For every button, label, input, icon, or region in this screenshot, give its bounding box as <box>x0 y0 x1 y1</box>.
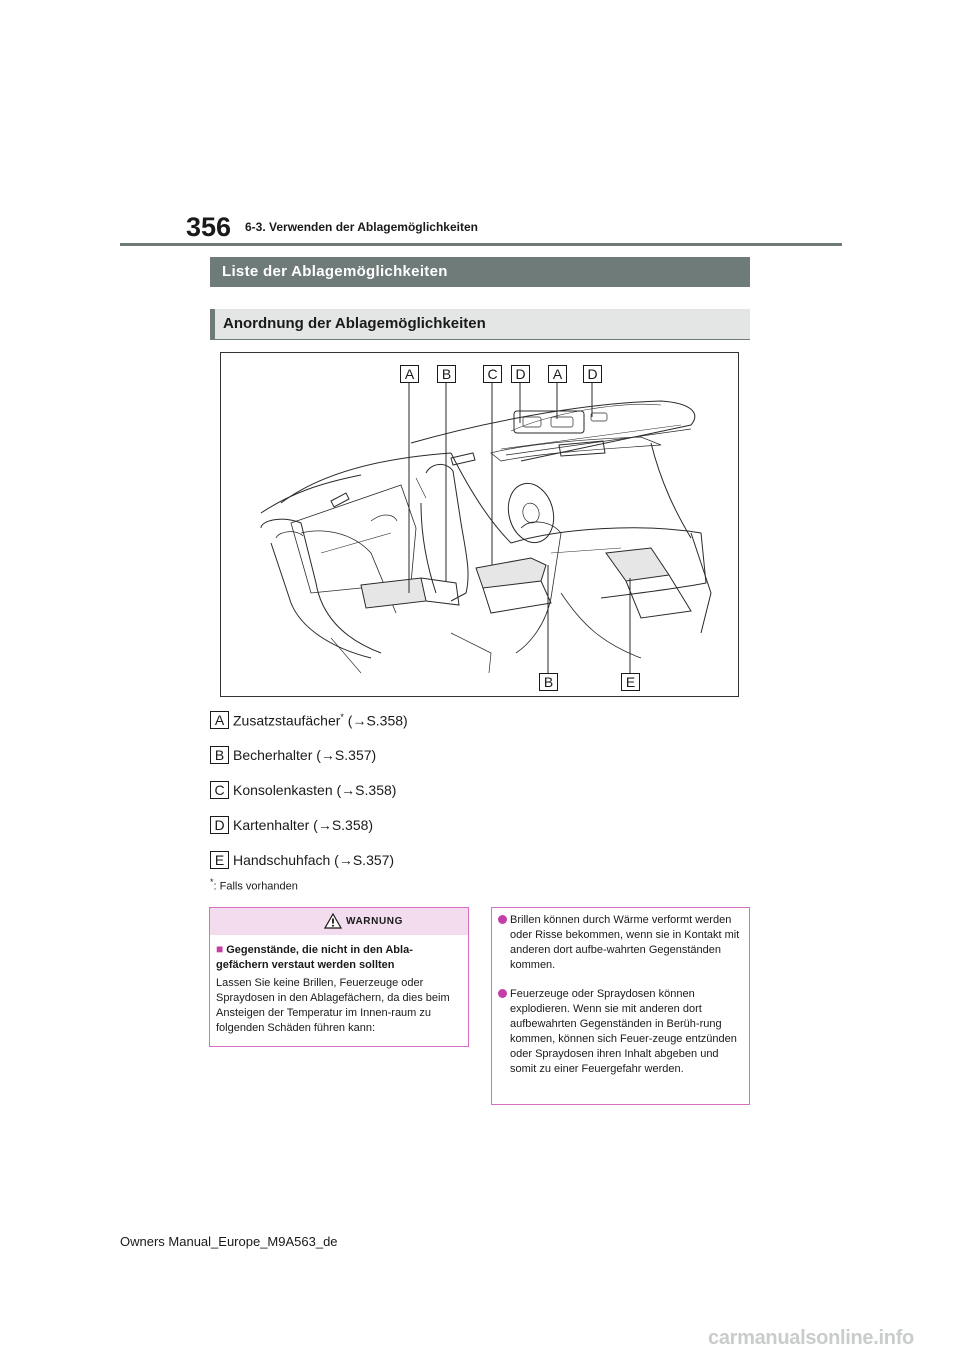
figure-label-d-2: D <box>583 365 602 383</box>
figure-label-b-2: B <box>539 673 558 691</box>
legend-mark-a: * <box>340 712 344 722</box>
warning-item-glasses <box>496 913 742 973</box>
warning-triangle-icon <box>324 913 342 929</box>
square-bullet-icon: ■ <box>216 942 224 956</box>
legend-text-c: Konsolenkasten (→S.358) <box>233 782 397 798</box>
figure-label-e: E <box>621 673 640 691</box>
watermark: carmanualsonline.info <box>708 1327 914 1349</box>
round-bullet-icon <box>498 989 507 998</box>
legend-text-e: Handschuhfach (→S.357) <box>233 852 395 868</box>
figure-label-a-2: A <box>548 365 567 383</box>
warning-bullet-title <box>216 942 460 973</box>
warning-continuation-box <box>491 907 750 1105</box>
legend-key-b: B <box>210 746 229 764</box>
footnote-text: : Falls vorhanden <box>213 880 298 893</box>
interior-storage-figure <box>220 352 739 697</box>
warning-item-glasses-text: Brillen können durch Wärme verformt werden oder Risse bekommen, wenn sie in Kontakt mit anderen dort aufbe-wahrten Gegenständen kommen. <box>510 914 740 971</box>
warning-bullet-title-text: Gegenstände, die nicht in den Abla-gefächern verstaut werden sollten <box>216 944 413 971</box>
legend-text-d: Kartenhalter (→S.358) <box>233 817 374 833</box>
legend-key-c: C <box>210 781 229 799</box>
figure-label-c: C <box>483 365 502 383</box>
section-title: Liste der Ablagemöglichkeiten <box>222 263 448 280</box>
warning-body: Lassen Sie keine Brillen, Feuerzeuge oder Spraydosen in den Ablagefächern, da dies beim Ansteigen der Temperatur im Innen-raum zu folgenden Schäden führen kann: <box>216 977 450 1034</box>
subsection-accent <box>210 309 215 340</box>
warning-box <box>209 907 469 1047</box>
warning-item-lighters <box>496 987 742 1077</box>
legend-key-e: E <box>210 851 229 869</box>
subsection-title: Anordnung der Ablagemöglichkeiten <box>223 315 486 332</box>
warning-item-lighters-text: Feuerzeuge oder Spraydosen können explodieren. Wenn sie mit anderen dort aufbewahrten Gegenständen in Berüh-rung kommen, können sich Feuer-zeuge entzünden oder Spraydosen ihren Inhalt abgeben und somit zu einer Feuergefahr werden. <box>510 988 737 1075</box>
figure-label-d-1: D <box>511 365 530 383</box>
figure-label-b-1: B <box>437 365 456 383</box>
round-bullet-icon <box>498 915 507 924</box>
chapter-title: 6-3. Verwenden der Ablagemöglichkeiten <box>245 220 478 234</box>
footnote <box>210 877 298 893</box>
legend-ref-a: (→S.358) <box>343 712 408 729</box>
footnote-mark: * <box>210 877 214 887</box>
legend-text-b: Becherhalter (→S.357) <box>233 747 377 763</box>
legend-key-d: D <box>210 816 229 834</box>
figure-label-a-1: A <box>400 365 419 383</box>
legend-text-a: Zusatzstaufächer <box>233 712 341 729</box>
header-rule <box>120 243 842 246</box>
legend-key-a: A <box>210 711 229 729</box>
page-number: 356 <box>186 212 232 242</box>
warning-label: WARNUNG <box>346 916 403 927</box>
car-interior-illustration <box>221 353 738 696</box>
footer-text: Owners Manual_Europe_M9A563_de <box>120 1234 338 1249</box>
